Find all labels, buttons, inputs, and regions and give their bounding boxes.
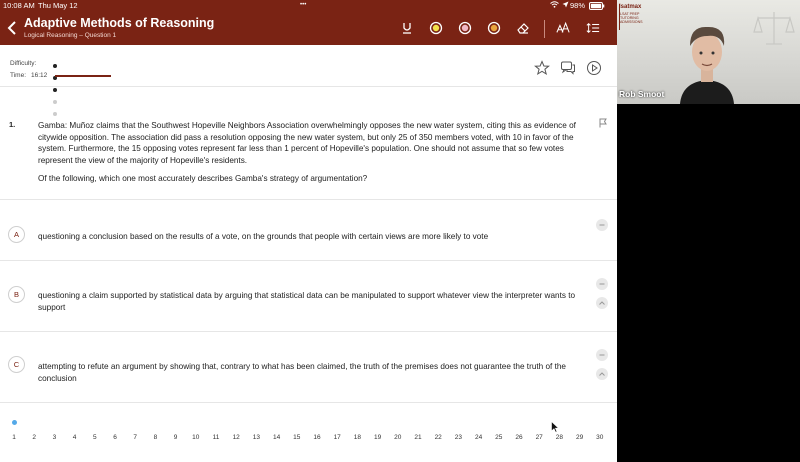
page-number-10[interactable]: 10 bbox=[192, 434, 200, 441]
page-number-8[interactable]: 8 bbox=[153, 434, 158, 441]
star-icon[interactable] bbox=[534, 60, 550, 76]
lsatmax-logo: lsatmax bbox=[619, 4, 642, 10]
difficulty-dot bbox=[53, 88, 57, 92]
divider-before-choice-c bbox=[0, 331, 617, 332]
presenter-video bbox=[617, 0, 800, 104]
page-number-2[interactable]: 2 bbox=[32, 434, 36, 441]
page-number-28[interactable]: 28 bbox=[555, 434, 563, 441]
page-number-21[interactable]: 21 bbox=[414, 434, 422, 441]
lesson-title: Adaptive Methods of Reasoning bbox=[24, 16, 215, 30]
presenter-name: Rob Smoot bbox=[619, 89, 665, 99]
choice-letter-b[interactable]: B bbox=[8, 286, 25, 303]
time-progress-bar bbox=[55, 75, 111, 77]
presenter-silhouette bbox=[672, 16, 742, 104]
page-number-23[interactable]: 23 bbox=[454, 434, 462, 441]
page-number-14[interactable]: 14 bbox=[272, 434, 281, 441]
difficulty-dots bbox=[53, 61, 59, 121]
page-number-17[interactable]: 17 bbox=[333, 434, 341, 441]
page-number-6[interactable]: 6 bbox=[113, 434, 117, 441]
status-date: Thu May 12 bbox=[38, 1, 78, 10]
comments-icon[interactable] bbox=[560, 60, 576, 76]
divider-before-pager bbox=[0, 402, 617, 403]
page-number-19[interactable]: 19 bbox=[373, 434, 382, 441]
page-number-22[interactable]: 22 bbox=[434, 434, 442, 441]
status-time: 10:08 AM bbox=[3, 1, 35, 10]
question-meta bbox=[10, 58, 48, 82]
time-value: 16:12 bbox=[31, 72, 48, 79]
location-icon bbox=[562, 1, 569, 10]
battery-percent: 98% bbox=[570, 1, 586, 10]
top-navigation-bar bbox=[0, 12, 617, 45]
battery-icon bbox=[589, 2, 605, 12]
divider-before-choice-a bbox=[0, 199, 617, 200]
difficulty-dot bbox=[53, 100, 57, 104]
play-video-icon[interactable] bbox=[586, 60, 602, 76]
line-spacing-icon[interactable] bbox=[586, 21, 600, 35]
flag-icon[interactable] bbox=[598, 118, 608, 128]
difficulty-dot bbox=[53, 64, 57, 68]
underline-icon[interactable] bbox=[400, 21, 414, 35]
page-number-30[interactable]: 30 bbox=[596, 434, 604, 441]
question-number: 1. bbox=[9, 120, 16, 129]
lsatmax-logo-subtitle: LSAT PREP TUTORING ADMISSIONS bbox=[620, 12, 643, 24]
choice-b-eliminate-button[interactable] bbox=[596, 278, 608, 290]
page-number-20[interactable]: 20 bbox=[394, 434, 402, 441]
time-label: Time: bbox=[10, 72, 27, 79]
highlighter-pink-icon[interactable] bbox=[458, 21, 472, 35]
question-prompt: Of the following, which one most accurately describes Gamba's strategy of argumentation? bbox=[38, 174, 368, 183]
page-number-27[interactable]: 27 bbox=[535, 434, 543, 441]
difficulty-label: Difficulty: bbox=[10, 60, 37, 67]
back-chevron-icon[interactable] bbox=[5, 20, 19, 36]
page-number-7[interactable]: 7 bbox=[133, 434, 137, 441]
page-number-15[interactable]: 15 bbox=[293, 434, 301, 441]
page-number-24[interactable]: 24 bbox=[474, 434, 483, 441]
scales-of-justice-icon bbox=[752, 8, 797, 48]
lesson-subtitle: Logical Reasoning – Question 1 bbox=[24, 32, 117, 39]
status-bar bbox=[0, 0, 617, 12]
page-number-12[interactable]: 12 bbox=[232, 434, 240, 441]
page-number-29[interactable]: 29 bbox=[575, 434, 584, 441]
choice-letter-a[interactable]: A bbox=[8, 226, 25, 243]
page-number-3[interactable]: 3 bbox=[52, 434, 57, 441]
page-number-18[interactable]: 18 bbox=[353, 434, 361, 441]
choice-text-b[interactable]: questioning a claim supported by statistical data by arguing that statistical data can be manipulated to support whatever view the interpreter wants to support bbox=[38, 291, 576, 312]
choice-b-collapse-button[interactable] bbox=[596, 297, 608, 309]
page-number-5[interactable]: 5 bbox=[92, 434, 97, 441]
choice-text-c[interactable]: attempting to refute an argument by showing that, contrary to what has been claimed, the truth of the premises does not guarantee the truth of the conclusion bbox=[38, 362, 566, 383]
page-number-9[interactable]: 9 bbox=[173, 434, 178, 441]
page-number-13[interactable]: 13 bbox=[252, 434, 260, 441]
choice-letter-c[interactable]: C bbox=[8, 356, 25, 373]
difficulty-row bbox=[10, 58, 36, 70]
choice-text-a[interactable]: questioning a conclusion based on the results of a vote, on the grounds that people with certain views are more likely to vote bbox=[38, 232, 489, 241]
page-number-25[interactable]: 25 bbox=[495, 434, 503, 441]
highlighter-orange-icon[interactable] bbox=[487, 21, 501, 35]
multitask-dots[interactable]: ••• bbox=[300, 2, 307, 8]
choice-a-eliminate-button[interactable] bbox=[596, 219, 608, 231]
page-number-26[interactable]: 26 bbox=[515, 434, 523, 441]
toolbar-divider bbox=[544, 20, 545, 38]
choice-c-collapse-button[interactable] bbox=[596, 368, 608, 380]
divider-before-choice-b bbox=[0, 260, 617, 261]
question-stem: Gamba: Muñoz claims that the Southwest Hopeville Neighbors Association overwhelmingly opposes the new water system, citing this as evidence of citywide opposition. The association did pass a resolution opposing the new water system, but only 25 of 350 members voted, with 10 in favor of the system. Furthermore, the 15 opposing votes represent far less than 1 percent of Hopeville's population. One should not assume that so few votes represent the view of the majority of Hopeville's residents. bbox=[38, 121, 576, 165]
text-size-icon[interactable] bbox=[556, 21, 570, 35]
eraser-icon[interactable] bbox=[516, 21, 530, 35]
choice-c-eliminate-button[interactable] bbox=[596, 349, 608, 361]
page-number-4[interactable]: 4 bbox=[72, 434, 77, 441]
time-row bbox=[10, 70, 48, 82]
mouse-cursor-icon bbox=[551, 421, 559, 433]
highlighter-yellow-icon[interactable] bbox=[429, 21, 443, 35]
page-number-11[interactable]: 11 bbox=[212, 434, 220, 441]
divider-top bbox=[0, 86, 617, 87]
current-page-indicator bbox=[12, 420, 17, 425]
page-number-16[interactable]: 16 bbox=[313, 434, 321, 441]
wifi-icon bbox=[550, 1, 559, 10]
page-number-1[interactable]: 1 bbox=[12, 434, 16, 441]
difficulty-dot bbox=[53, 112, 57, 116]
